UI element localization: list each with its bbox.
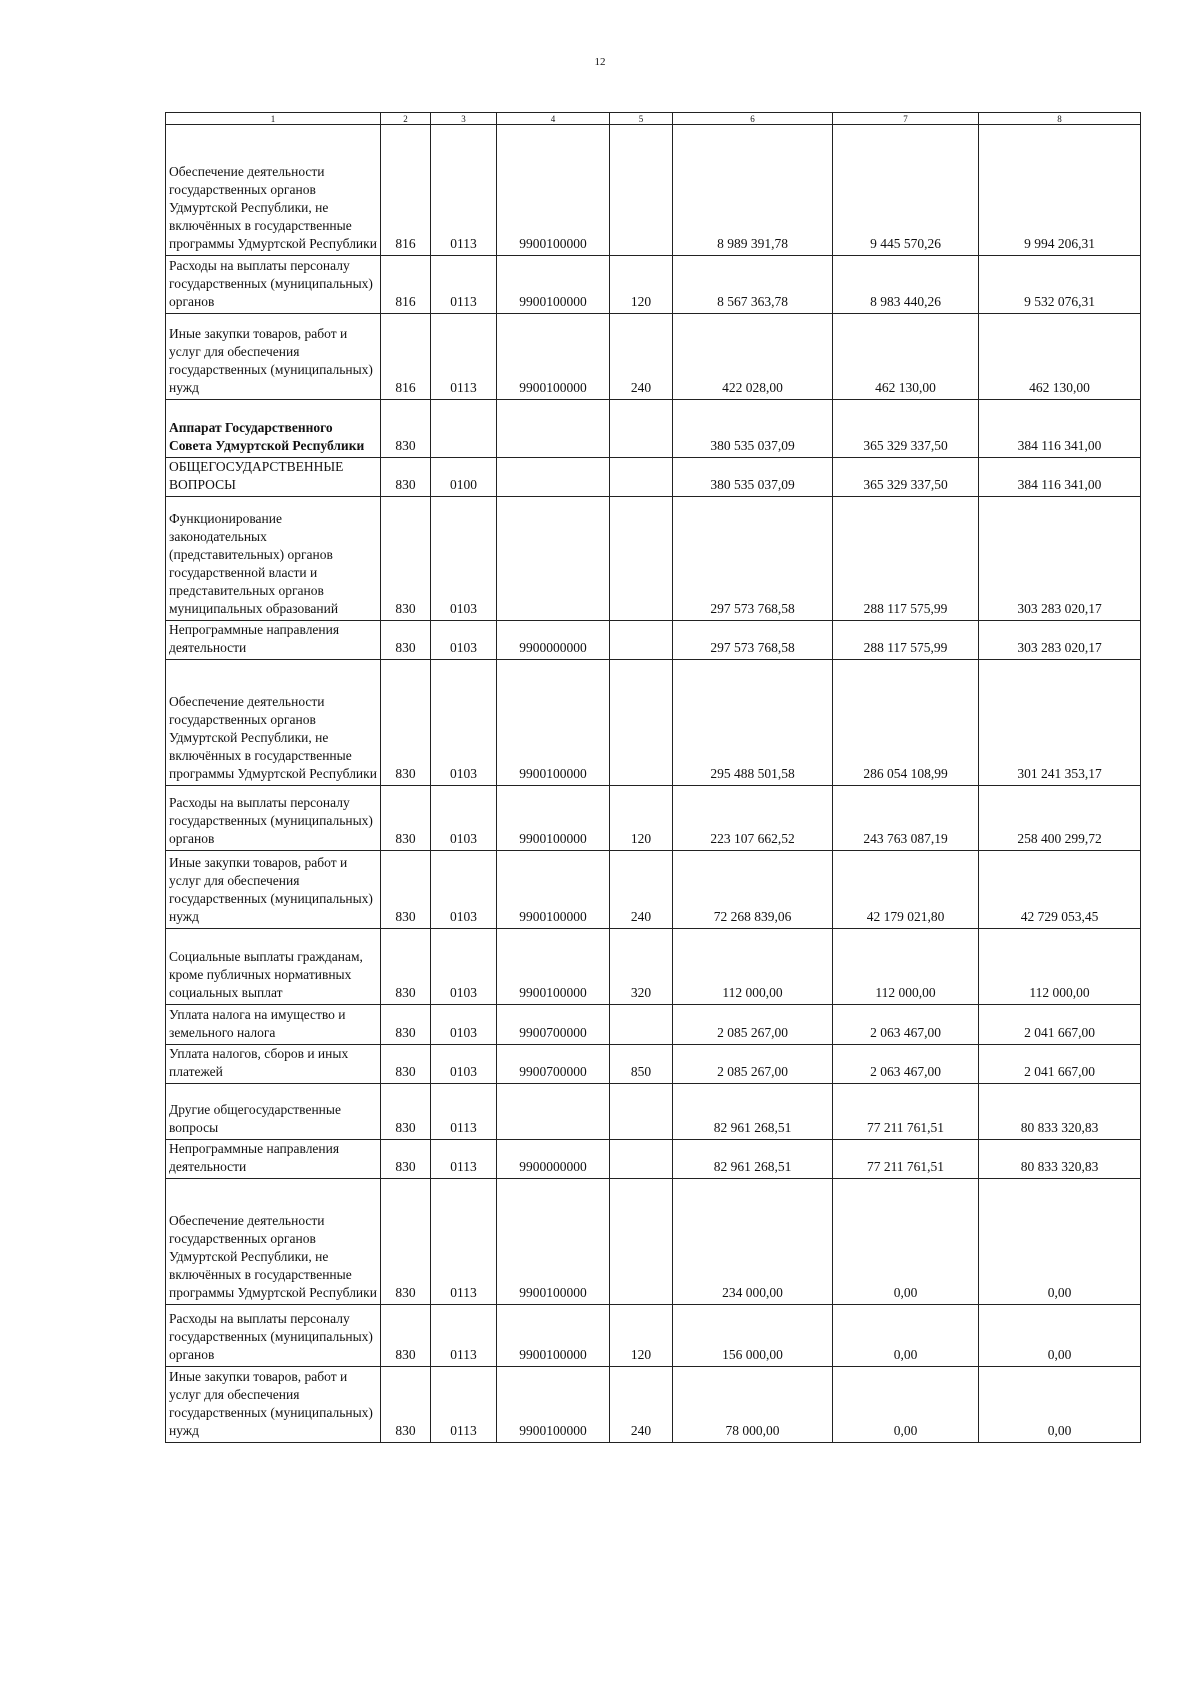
row-name: Расходы на выплаты персоналу государственных (муниципальных) органов bbox=[166, 786, 381, 851]
row-amount-col8: 2 041 667,00 bbox=[979, 1005, 1141, 1045]
row-ministry-code: 816 bbox=[381, 125, 431, 256]
row-target-article: 9900100000 bbox=[497, 929, 610, 1005]
row-target-article: 9900100000 bbox=[497, 786, 610, 851]
row-section-code: 0113 bbox=[431, 1305, 497, 1367]
table-row bbox=[166, 1367, 1141, 1443]
row-section-code: 0103 bbox=[431, 497, 497, 621]
row-amount-col6: 295 488 501,58 bbox=[673, 660, 833, 786]
row-name: Непрограммные направления деятельности bbox=[166, 1140, 381, 1179]
row-amount-col7: 0,00 bbox=[833, 1305, 979, 1367]
table-row bbox=[166, 256, 1141, 314]
row-section-code: 0113 bbox=[431, 1140, 497, 1179]
row-amount-col7: 2 063 467,00 bbox=[833, 1045, 979, 1084]
col-header-8: 8 bbox=[979, 113, 1141, 125]
row-target-article bbox=[497, 497, 610, 621]
table-row bbox=[166, 1084, 1141, 1140]
row-amount-col6: 297 573 768,58 bbox=[673, 497, 833, 621]
row-ministry-code: 830 bbox=[381, 929, 431, 1005]
row-amount-col8: 2 041 667,00 bbox=[979, 1045, 1141, 1084]
row-section-code: 0113 bbox=[431, 314, 497, 400]
row-expense-type bbox=[610, 458, 673, 497]
table-row bbox=[166, 929, 1141, 1005]
table-row bbox=[166, 1140, 1141, 1179]
table-row bbox=[166, 1179, 1141, 1305]
col-header-7: 7 bbox=[833, 113, 979, 125]
row-ministry-code: 816 bbox=[381, 256, 431, 314]
row-section-code: 0103 bbox=[431, 851, 497, 929]
row-amount-col7: 243 763 087,19 bbox=[833, 786, 979, 851]
row-expense-type bbox=[610, 125, 673, 256]
row-name: Расходы на выплаты персоналу государственных (муниципальных) органов bbox=[166, 256, 381, 314]
row-amount-col7: 462 130,00 bbox=[833, 314, 979, 400]
row-amount-col7: 0,00 bbox=[833, 1179, 979, 1305]
row-amount-col6: 82 961 268,51 bbox=[673, 1084, 833, 1140]
row-amount-col8: 80 833 320,83 bbox=[979, 1084, 1141, 1140]
row-expense-type bbox=[610, 1179, 673, 1305]
row-amount-col8: 0,00 bbox=[979, 1179, 1141, 1305]
row-target-article bbox=[497, 458, 610, 497]
row-ministry-code: 830 bbox=[381, 786, 431, 851]
table-row bbox=[166, 786, 1141, 851]
table-row bbox=[166, 1305, 1141, 1367]
row-target-article: 9900100000 bbox=[497, 1367, 610, 1443]
row-target-article: 9900100000 bbox=[497, 125, 610, 256]
row-name: Другие общегосударственные вопросы bbox=[166, 1084, 381, 1140]
row-name: Иные закупки товаров, работ и услуг для обеспечения государственных (муниципальных) нужд bbox=[166, 851, 381, 929]
table-row bbox=[166, 314, 1141, 400]
table-row bbox=[166, 125, 1141, 256]
row-amount-col6: 112 000,00 bbox=[673, 929, 833, 1005]
row-target-article bbox=[497, 1084, 610, 1140]
row-target-article: 9900100000 bbox=[497, 1305, 610, 1367]
col-header-4: 4 bbox=[497, 113, 610, 125]
row-amount-col7: 77 211 761,51 bbox=[833, 1084, 979, 1140]
row-amount-col6: 380 535 037,09 bbox=[673, 458, 833, 497]
row-amount-col7: 112 000,00 bbox=[833, 929, 979, 1005]
row-expense-type bbox=[610, 1084, 673, 1140]
row-ministry-code: 816 bbox=[381, 314, 431, 400]
row-name: Обеспечение деятельности государственных органов Удмуртской Республики, не включённых в государственные программы Удмуртской Республики bbox=[166, 1179, 381, 1305]
col-header-3: 3 bbox=[431, 113, 497, 125]
row-target-article: 9900700000 bbox=[497, 1045, 610, 1084]
table-row bbox=[166, 1045, 1141, 1084]
row-ministry-code: 830 bbox=[381, 497, 431, 621]
row-expense-type bbox=[610, 1005, 673, 1045]
row-target-article: 9900000000 bbox=[497, 1140, 610, 1179]
row-section-code: 0113 bbox=[431, 125, 497, 256]
row-expense-type: 120 bbox=[610, 1305, 673, 1367]
row-ministry-code: 830 bbox=[381, 1305, 431, 1367]
row-ministry-code: 830 bbox=[381, 660, 431, 786]
row-amount-col8: 301 241 353,17 bbox=[979, 660, 1141, 786]
row-expense-type bbox=[610, 660, 673, 786]
row-section-code: 0113 bbox=[431, 256, 497, 314]
row-expense-type bbox=[610, 1140, 673, 1179]
row-amount-col7: 365 329 337,50 bbox=[833, 458, 979, 497]
row-amount-col6: 8 567 363,78 bbox=[673, 256, 833, 314]
table-row bbox=[166, 851, 1141, 929]
row-amount-col6: 8 989 391,78 bbox=[673, 125, 833, 256]
row-name: Расходы на выплаты персоналу государственных (муниципальных) органов bbox=[166, 1305, 381, 1367]
row-expense-type: 850 bbox=[610, 1045, 673, 1084]
row-expense-type: 240 bbox=[610, 314, 673, 400]
row-ministry-code: 830 bbox=[381, 1140, 431, 1179]
table-row bbox=[166, 458, 1141, 497]
row-section-code: 0103 bbox=[431, 660, 497, 786]
table-row bbox=[166, 660, 1141, 786]
row-amount-col7: 2 063 467,00 bbox=[833, 1005, 979, 1045]
row-ministry-code: 830 bbox=[381, 851, 431, 929]
col-header-5: 5 bbox=[610, 113, 673, 125]
row-ministry-code: 830 bbox=[381, 621, 431, 660]
row-expense-type: 120 bbox=[610, 256, 673, 314]
row-section-code: 0113 bbox=[431, 1084, 497, 1140]
col-header-6: 6 bbox=[673, 113, 833, 125]
column-number-row bbox=[166, 113, 1141, 125]
row-amount-col7: 9 445 570,26 bbox=[833, 125, 979, 256]
row-name: Социальные выплаты гражданам, кроме публичных нормативных социальных выплат bbox=[166, 929, 381, 1005]
row-amount-col7: 8 983 440,26 bbox=[833, 256, 979, 314]
row-name: Иные закупки товаров, работ и услуг для обеспечения государственных (муниципальных) нужд bbox=[166, 1367, 381, 1443]
row-section-code: 0100 bbox=[431, 458, 497, 497]
row-name: Функционирование законодательных (представительных) органов государственной власти и представительных органов муниципальных образований bbox=[166, 497, 381, 621]
row-target-article: 9900000000 bbox=[497, 621, 610, 660]
row-amount-col6: 72 268 839,06 bbox=[673, 851, 833, 929]
row-ministry-code: 830 bbox=[381, 1005, 431, 1045]
row-amount-col6: 422 028,00 bbox=[673, 314, 833, 400]
row-section-code: 0103 bbox=[431, 1005, 497, 1045]
row-amount-col8: 80 833 320,83 bbox=[979, 1140, 1141, 1179]
row-target-article: 9900100000 bbox=[497, 256, 610, 314]
row-amount-col6: 2 085 267,00 bbox=[673, 1005, 833, 1045]
budget-table bbox=[165, 112, 1141, 1443]
row-ministry-code: 830 bbox=[381, 1084, 431, 1140]
row-target-article: 9900100000 bbox=[497, 314, 610, 400]
row-section-code: 0103 bbox=[431, 786, 497, 851]
row-expense-type: 120 bbox=[610, 786, 673, 851]
row-name: Иные закупки товаров, работ и услуг для обеспечения государственных (муниципальных) нужд bbox=[166, 314, 381, 400]
row-amount-col7: 286 054 108,99 bbox=[833, 660, 979, 786]
row-ministry-code: 830 bbox=[381, 1045, 431, 1084]
row-amount-col6: 82 961 268,51 bbox=[673, 1140, 833, 1179]
row-amount-col6: 78 000,00 bbox=[673, 1367, 833, 1443]
row-ministry-code: 830 bbox=[381, 458, 431, 497]
row-amount-col7: 288 117 575,99 bbox=[833, 621, 979, 660]
row-amount-col8: 384 116 341,00 bbox=[979, 400, 1141, 458]
row-amount-col6: 234 000,00 bbox=[673, 1179, 833, 1305]
row-amount-col6: 223 107 662,52 bbox=[673, 786, 833, 851]
row-name: Обеспечение деятельности государственных органов Удмуртской Республики, не включённых в государственные программы Удмуртской Республики bbox=[166, 660, 381, 786]
row-expense-type bbox=[610, 400, 673, 458]
row-expense-type bbox=[610, 497, 673, 621]
table-row bbox=[166, 621, 1141, 660]
row-ministry-code: 830 bbox=[381, 400, 431, 458]
row-amount-col7: 77 211 761,51 bbox=[833, 1140, 979, 1179]
row-amount-col8: 303 283 020,17 bbox=[979, 497, 1141, 621]
row-amount-col8: 0,00 bbox=[979, 1367, 1141, 1443]
row-name: ОБЩЕГОСУДАРСТВЕННЫЕ ВОПРОСЫ bbox=[166, 458, 381, 497]
row-section-code bbox=[431, 400, 497, 458]
row-amount-col8: 42 729 053,45 bbox=[979, 851, 1141, 929]
row-amount-col8: 0,00 bbox=[979, 1305, 1141, 1367]
row-amount-col7: 0,00 bbox=[833, 1367, 979, 1443]
row-target-article: 9900100000 bbox=[497, 1179, 610, 1305]
row-amount-col8: 258 400 299,72 bbox=[979, 786, 1141, 851]
row-section-code: 0113 bbox=[431, 1367, 497, 1443]
row-amount-col6: 2 085 267,00 bbox=[673, 1045, 833, 1084]
row-target-article: 9900100000 bbox=[497, 851, 610, 929]
row-target-article: 9900700000 bbox=[497, 1005, 610, 1045]
row-amount-col7: 288 117 575,99 bbox=[833, 497, 979, 621]
row-amount-col8: 9 994 206,31 bbox=[979, 125, 1141, 256]
row-expense-type: 240 bbox=[610, 1367, 673, 1443]
row-name: Обеспечение деятельности государственных органов Удмуртской Республики, не включённых в государственные программы Удмуртской Республики bbox=[166, 125, 381, 256]
row-section-code: 0103 bbox=[431, 929, 497, 1005]
row-ministry-code: 830 bbox=[381, 1179, 431, 1305]
row-section-code: 0103 bbox=[431, 1045, 497, 1084]
row-name: Уплата налогов, сборов и иных платежей bbox=[166, 1045, 381, 1084]
row-amount-col6: 297 573 768,58 bbox=[673, 621, 833, 660]
row-amount-col8: 462 130,00 bbox=[979, 314, 1141, 400]
table-row bbox=[166, 497, 1141, 621]
col-header-1: 1 bbox=[166, 113, 381, 125]
row-expense-type bbox=[610, 621, 673, 660]
row-ministry-code: 830 bbox=[381, 1367, 431, 1443]
row-amount-col7: 365 329 337,50 bbox=[833, 400, 979, 458]
row-name: Аппарат Государственного Совета Удмуртской Республики bbox=[166, 400, 381, 458]
table-row bbox=[166, 1005, 1141, 1045]
row-amount-col8: 112 000,00 bbox=[979, 929, 1141, 1005]
row-expense-type: 240 bbox=[610, 851, 673, 929]
row-amount-col6: 380 535 037,09 bbox=[673, 400, 833, 458]
row-amount-col7: 42 179 021,80 bbox=[833, 851, 979, 929]
row-amount-col8: 384 116 341,00 bbox=[979, 458, 1141, 497]
table-row bbox=[166, 400, 1141, 458]
row-target-article: 9900100000 bbox=[497, 660, 610, 786]
row-expense-type: 320 bbox=[610, 929, 673, 1005]
page-number: 12 bbox=[594, 56, 606, 68]
row-amount-col8: 303 283 020,17 bbox=[979, 621, 1141, 660]
row-target-article bbox=[497, 400, 610, 458]
col-header-2: 2 bbox=[381, 113, 431, 125]
row-name: Уплата налога на имущество и земельного налога bbox=[166, 1005, 381, 1045]
row-amount-col8: 9 532 076,31 bbox=[979, 256, 1141, 314]
row-section-code: 0113 bbox=[431, 1179, 497, 1305]
row-amount-col6: 156 000,00 bbox=[673, 1305, 833, 1367]
row-section-code: 0103 bbox=[431, 621, 497, 660]
row-name: Непрограммные направления деятельности bbox=[166, 621, 381, 660]
